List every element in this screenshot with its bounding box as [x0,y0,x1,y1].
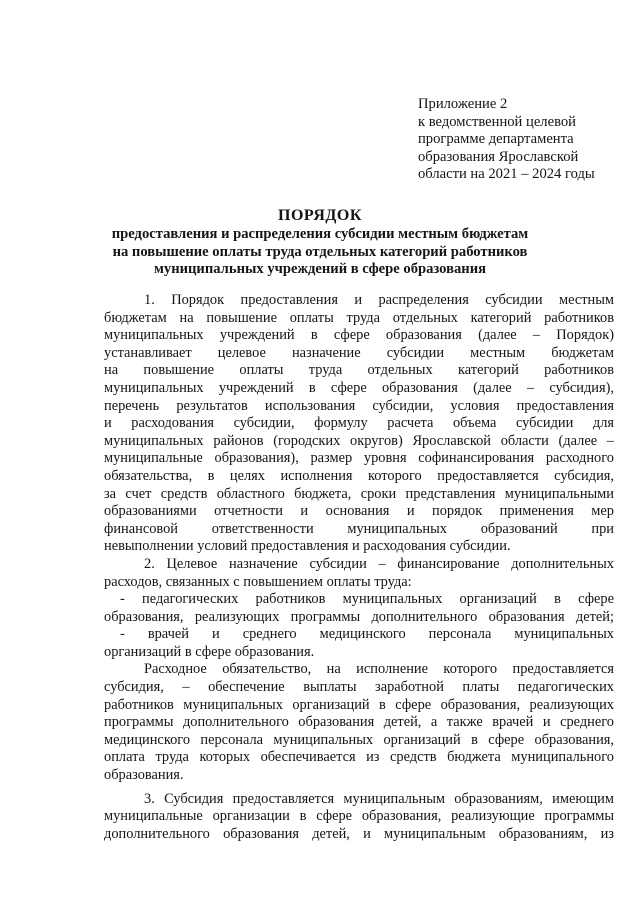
body-line: и расходования субсидии, формулу расчета объема субсидии для [104,415,614,432]
body-line: - педагогических работников муниципальных организаций в сфере [120,591,614,608]
body-line: субсидия, – обеспечение выплаты заработной платы педагогических [104,679,614,696]
body-line: муниципальных учреждений в сфере образования (далее – субсидия), [104,379,614,396]
body-line: устанавливает целевое назначение субсидии местным бюджетам [104,344,614,361]
body-line: перечень результатов использования субсидии, условия предоставления [104,397,614,414]
body-line: финансовой ответственности муниципальных образований при [104,520,614,537]
body-line: муниципальные организации в сфере образования, реализующие программы [104,808,614,825]
body-line: медицинского персонала муниципальных организаций в сфере образования, [104,731,614,748]
body-line: 2. Целевое назначение субсидии – финансирование дополнительных [144,555,614,572]
body-line: муниципальные образования), размер уровня софинансирования расходного [104,450,614,467]
body-line: на повышение оплаты труда отдельных категорий работников [104,362,614,379]
body-line: расходов, связанных с повышением оплаты труда: [104,573,412,590]
title-subtitle-line: муниципальных учреждений в сфере образования [153,261,487,278]
appendix-line: области на 2021 – 2024 годы [418,166,595,183]
appendix-header [418,96,623,184]
document-body [104,292,614,843]
document-title [60,206,580,279]
appendix-line: программе департамента [418,131,574,148]
body-line: - врачей и среднего медицинского персонала муниципальных [120,626,614,643]
body-line: 3. Субсидия предоставляется муниципальным образованиям, имеющим [144,790,614,807]
body-line: 1. Порядок предоставления и распределения субсидии местным [144,292,614,308]
body-line: за счет средств областного бюджета, сроки представления муниципальными [104,485,614,502]
body-line: муниципальных районов (городских округов) Ярославской области (далее – [104,432,614,449]
appendix-line: Приложение 2 [418,96,508,112]
body-line: Расходное обязательство, на исполнение которого предоставляется [144,661,614,678]
title-main: ПОРЯДОК [278,207,362,224]
body-line: бюджетам на повышение оплаты труда отдельных категорий работников [104,309,614,326]
body-line: образования. [104,767,184,784]
body-line: дополнительного образования детей, и муниципальным образованиям, из [104,825,614,842]
body-line: программы дополнительного образования детей, а также врачей и среднего [104,714,614,731]
body-line: образованиями отчетности и основания и порядок применения мер [104,503,614,520]
appendix-line: образования Ярославской [418,148,579,165]
body-line: оплата труда которых обеспечивается из средств бюджета муниципального [104,749,614,766]
body-line: невыполнении условий предоставления и расходования субсидии. [104,538,511,555]
body-line: образования, реализующих программы дополнительного образования детей; [104,608,614,625]
title-subtitle-line: на повышение оплаты труда отдельных категорий работников [112,243,528,260]
appendix-line: к ведомственной целевой [418,113,576,130]
body-line: организаций в сфере образования. [104,643,315,660]
title-subtitle-line: предоставления и распределения субсидии местным бюджетам [111,226,529,242]
body-line: обязательства, в целях исполнения которого предоставляется субсидия, [104,467,614,484]
body-line: работников муниципальных организаций в сфере образования, реализующих [104,696,614,713]
body-line: муниципальных учреждений в сфере образования (далее – Порядок) [104,327,614,344]
